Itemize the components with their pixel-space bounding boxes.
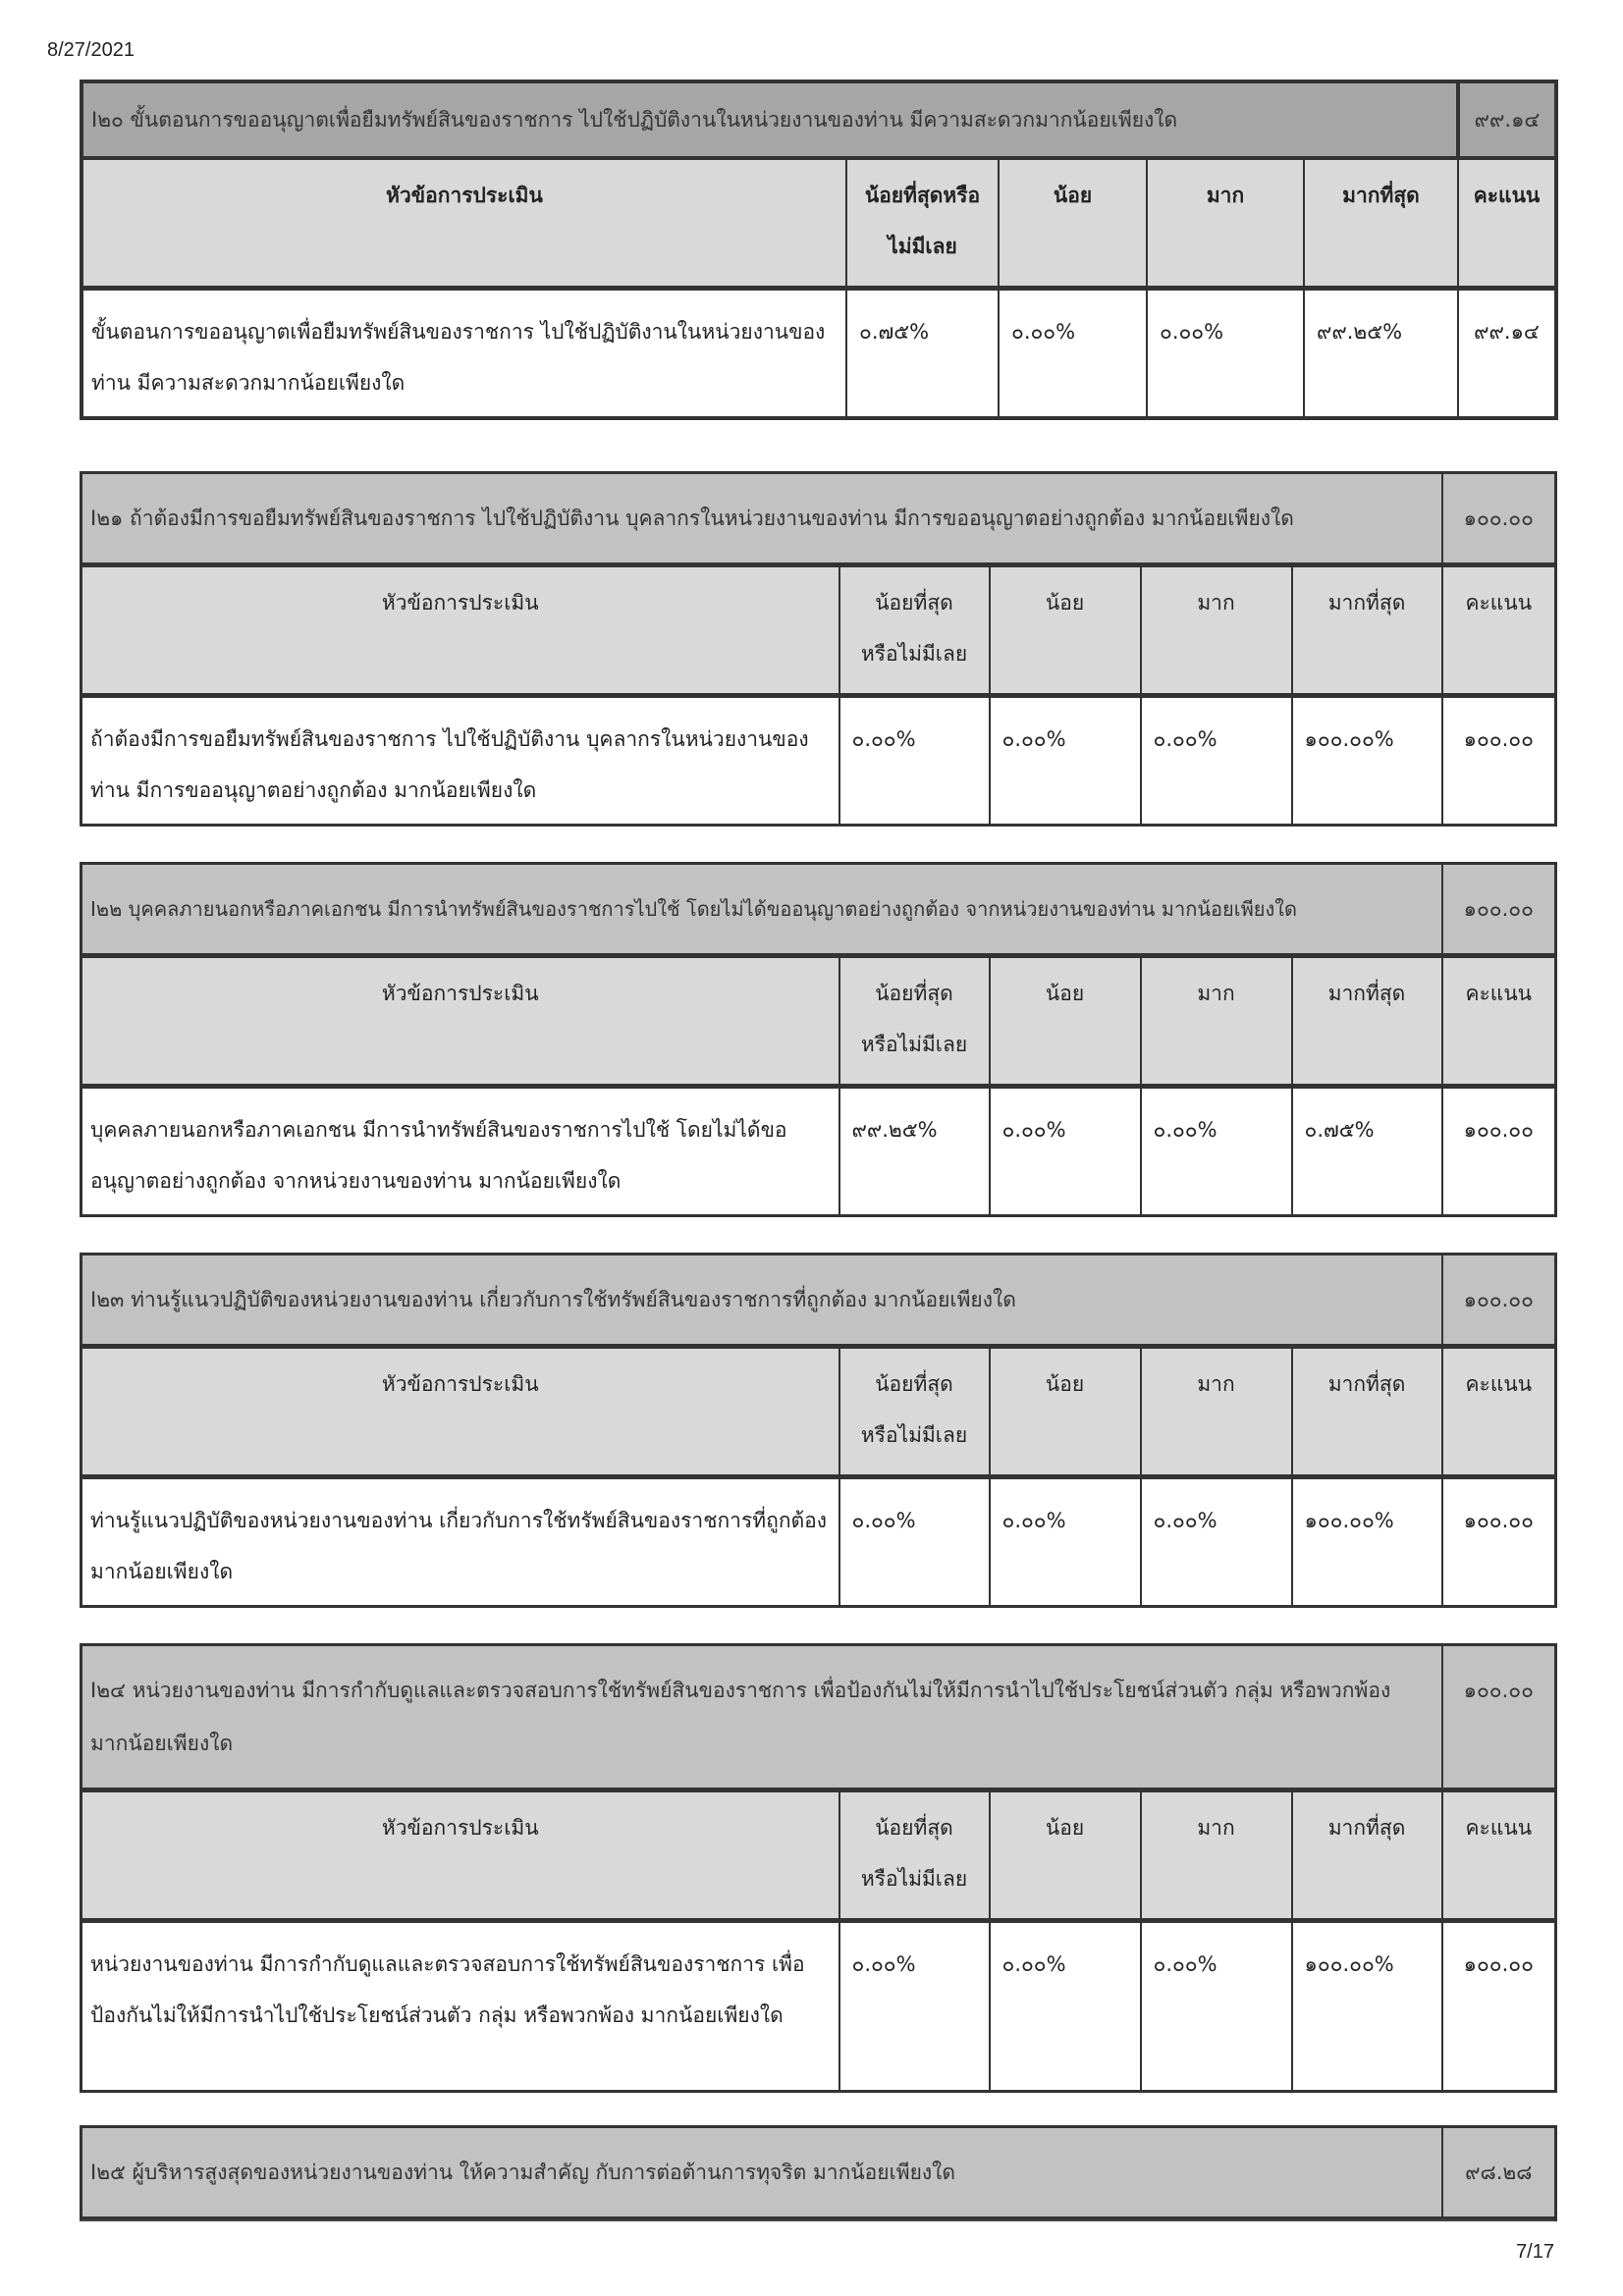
col-least-header [839, 1347, 990, 1477]
col-least-header-line2: หรือไม่มีเลย [860, 642, 968, 666]
row-little: ๐.๐๐% [990, 1921, 1141, 2092]
col-little-header: น้อย [990, 1347, 1141, 1477]
row-score: ๑๐๐.๐๐ [1442, 1477, 1556, 1607]
col-score-header: คะแนน [1442, 956, 1556, 1087]
table-row [81, 1921, 1556, 2092]
col-topic-header: หัวข้อการประเมิน [81, 565, 839, 696]
row-much: ๐.๐๐% [1147, 289, 1304, 419]
col-least-header-line1: น้อยที่สุด [875, 591, 953, 614]
col-much-header: มาก [1141, 565, 1292, 696]
col-least-header [839, 565, 990, 696]
col-little-header: น้อย [999, 158, 1147, 289]
col-least-header [839, 1790, 990, 1921]
row-much: ๐.๐๐% [1141, 1087, 1292, 1216]
col-topic-header: หัวข้อการประเมิน [81, 1790, 839, 1921]
col-topic-header: หัวข้อการประเมิน [81, 158, 846, 289]
row-topic: ท่านรู้แนวปฏิบัติของหน่วยงานของท่าน เกี่ยวกับการใช้ทรัพย์สินของราชการที่ถูกต้อง มากน้อยเพียงใด [81, 1477, 839, 1607]
question-title-row [81, 864, 1556, 956]
row-score: ๑๐๐.๐๐ [1442, 1921, 1556, 2092]
col-most-header: มากที่สุด [1292, 956, 1442, 1087]
col-little-header: น้อย [990, 956, 1141, 1087]
row-least: ๐.๐๐% [839, 1477, 990, 1607]
question-table-i25 [80, 2125, 1557, 2221]
col-most-header: มากที่สุด [1304, 158, 1458, 289]
col-much-header: มาก [1147, 158, 1304, 289]
table-row [81, 289, 1556, 419]
col-topic-header: หัวข้อการประเมิน [81, 956, 839, 1087]
col-least-header-line1: น้อยที่สุด [875, 1816, 953, 1840]
col-score-header: คะแนน [1442, 1347, 1556, 1477]
row-little: ๐.๐๐% [990, 1477, 1141, 1607]
footer-divider [80, 2219, 1554, 2221]
row-little: ๐.๐๐% [999, 289, 1147, 419]
table-row [81, 696, 1556, 826]
question-title: I๒๔ หน่วยงานของท่าน มีการกำกับดูแลและตรวจสอบการใช้ทรัพย์สินของราชการ เพื่อป้องกันไม่ให้มีการนำไปใช้ประโยชน์ส่วนตัว กลุ่ม หรือพวกพ้อง มากน้อยเพียงใด [81, 1645, 1442, 1790]
col-much-header: มาก [1141, 1347, 1292, 1477]
row-much: ๐.๐๐% [1141, 1921, 1292, 2092]
row-topic: ถ้าต้องมีการขอยืมทรัพย์สินของราชการ ไปใช้ปฏิบัติงาน บุคลากรในหน่วยงานของท่าน มีการขออนุญาตอย่างถูกต้อง มากน้อยเพียงใด [81, 696, 839, 826]
row-most: ๑๐๐.๐๐% [1292, 1477, 1442, 1607]
question-score: ๑๐๐.๐๐ [1442, 1645, 1556, 1790]
col-much-header: มาก [1141, 1790, 1292, 1921]
row-most: ๐.๗๕% [1292, 1087, 1442, 1216]
col-least-header-line2: ไม่มีเลย [888, 235, 957, 258]
row-topic: หน่วยงานของท่าน มีการกำกับดูแลและตรวจสอบการใช้ทรัพย์สินของราชการ เพื่อป้องกันไม่ให้มีการนำไปใช้ประโยชน์ส่วนตัว กลุ่ม หรือพวกพ้อง มากน้อยเพียงใด [81, 1921, 839, 2092]
row-little: ๐.๐๐% [990, 1087, 1141, 1216]
question-score: ๑๐๐.๐๐ [1442, 864, 1556, 956]
row-most: ๑๐๐.๐๐% [1292, 1921, 1442, 2092]
col-most-header: มากที่สุด [1292, 1347, 1442, 1477]
question-title-row [81, 1645, 1556, 1790]
col-topic-header: หัวข้อการประเมิน [81, 1347, 839, 1477]
row-least: ๐.๐๐% [839, 696, 990, 826]
question-score: ๑๐๐.๐๐ [1442, 1255, 1556, 1347]
row-least: ๙๙.๒๕% [839, 1087, 990, 1216]
col-score-header: คะแนน [1458, 158, 1556, 289]
row-much: ๐.๐๐% [1141, 1477, 1292, 1607]
col-least-header-line2: หรือไม่มีเลย [860, 1423, 968, 1447]
question-table-i20 [80, 80, 1558, 420]
question-title-row [81, 2127, 1556, 2219]
question-score: ๑๐๐.๐๐ [1442, 473, 1556, 565]
col-least-header-line1: น้อยที่สุด [875, 982, 953, 1005]
col-least-header [846, 158, 999, 289]
row-score: ๙๙.๑๔ [1458, 289, 1556, 419]
row-topic: ขั้นตอนการขออนุญาตเพื่อยืมทรัพย์สินของราชการ ไปใช้ปฏิบัติงานในหน่วยงานของท่าน มีความสะดวกมากน้อยเพียงใด [81, 289, 846, 419]
table-row [81, 1477, 1556, 1607]
col-least-header-line1: น้อยที่สุดหรือ [864, 184, 981, 207]
table-row [81, 1087, 1556, 1216]
col-least-header-line1: น้อยที่สุด [875, 1372, 953, 1396]
col-much-header: มาก [1141, 956, 1292, 1087]
col-score-header: คะแนน [1442, 1790, 1556, 1921]
row-much: ๐.๐๐% [1141, 696, 1292, 826]
column-header-row [81, 565, 1556, 696]
col-least-header-line2: หรือไม่มีเลย [860, 1867, 968, 1891]
question-table-i22 [80, 862, 1557, 1217]
question-title-row [81, 81, 1556, 158]
row-score: ๑๐๐.๐๐ [1442, 1087, 1556, 1216]
row-little: ๐.๐๐% [990, 696, 1141, 826]
column-header-row [81, 158, 1556, 289]
column-header-row [81, 1347, 1556, 1477]
question-table-i21 [80, 471, 1557, 827]
question-title: I๒๐ ขั้นตอนการขออนุญาตเพื่อยืมทรัพย์สินของราชการ ไปใช้ปฏิบัติงานในหน่วยงานของท่าน มีความสะดวกมากน้อยเพียงใด [81, 81, 1458, 158]
question-title: I๒๒ บุคคลภายนอกหรือภาคเอกชน มีการนำทรัพย์สินของราชการไปใช้ โดยไม่ได้ขออนุญาตอย่างถูกต้อง จากหน่วยงานของท่าน มากน้อยเพียงใด [81, 864, 1442, 956]
row-least: ๐.๗๕% [846, 289, 999, 419]
row-most: ๑๐๐.๐๐% [1292, 696, 1442, 826]
question-title-row [81, 1255, 1556, 1347]
question-title: I๒๓ ท่านรู้แนวปฏิบัติของหน่วยงานของท่าน เกี่ยวกับการใช้ทรัพย์สินของราชการที่ถูกต้อง มากน้อยเพียงใด [81, 1255, 1442, 1347]
col-little-header: น้อย [990, 565, 1141, 696]
col-most-header: มากที่สุด [1292, 1790, 1442, 1921]
col-little-header: น้อย [990, 1790, 1141, 1921]
question-score: ๙๙.๑๔ [1458, 81, 1556, 158]
col-most-header: มากที่สุด [1292, 565, 1442, 696]
col-least-header [839, 956, 990, 1087]
col-least-header-line2: หรือไม่มีเลย [860, 1033, 968, 1056]
row-least: ๐.๐๐% [839, 1921, 990, 2092]
page-number: 7/17 [1516, 2241, 1554, 2263]
row-score: ๑๐๐.๐๐ [1442, 696, 1556, 826]
question-score: ๙๘.๒๘ [1442, 2127, 1556, 2219]
question-title: I๒๕ ผู้บริหารสูงสุดของหน่วยงานของท่าน ให้ความสำคัญ กับการต่อต้านการทุจริต มากน้อยเพียงใด [81, 2127, 1442, 2219]
question-title-row [81, 473, 1556, 565]
question-table-i24 [80, 1643, 1557, 2093]
column-header-row [81, 956, 1556, 1087]
column-header-row [81, 1790, 1556, 1921]
row-most: ๙๙.๒๕% [1304, 289, 1458, 419]
question-table-i23 [80, 1253, 1557, 1608]
col-score-header: คะแนน [1442, 565, 1556, 696]
question-title: I๒๑ ถ้าต้องมีการขอยืมทรัพย์สินของราชการ ไปใช้ปฏิบัติงาน บุคลากรในหน่วยงานของท่าน มีการขออนุญาตอย่างถูกต้อง มากน้อยเพียงใด [81, 473, 1442, 565]
row-topic: บุคคลภายนอกหรือภาคเอกชน มีการนำทรัพย์สินของราชการไปใช้ โดยไม่ได้ขออนุญาตอย่างถูกต้อง จากหน่วยงานของท่าน มากน้อยเพียงใด [81, 1087, 839, 1216]
print-date: 8/27/2021 [47, 39, 135, 61]
